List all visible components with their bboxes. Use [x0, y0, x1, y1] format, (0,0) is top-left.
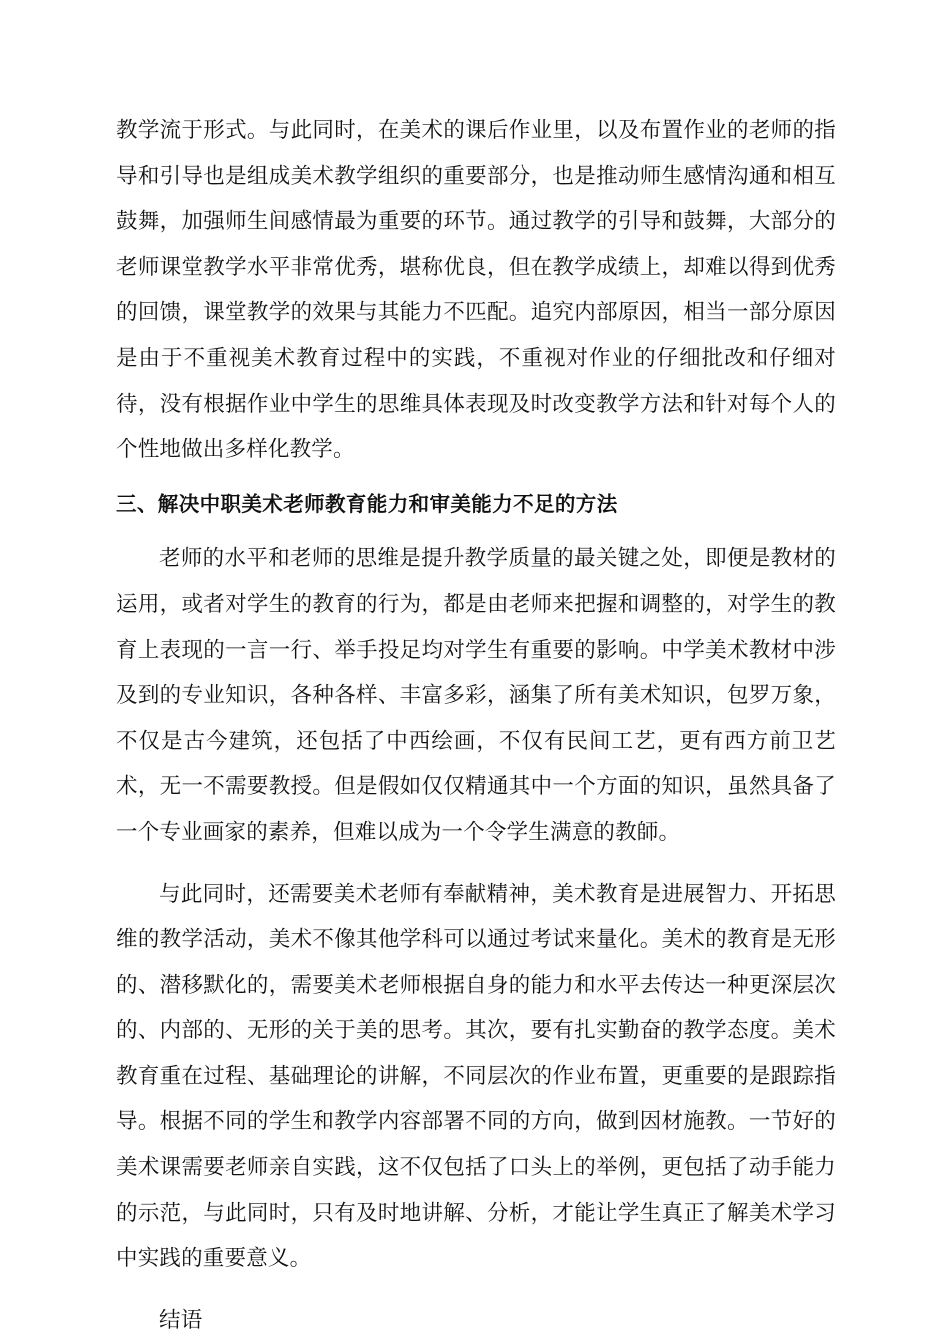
paragraph-dedication: 与此同时，还需要美术老师有奉献精神，美术教育是进展智力、开拓思维的教学活动，美术不像其他学科可以通过考试来量化。美术的教育是无形的、潜移默化的，需要美术老师根据自身的能力和水平去传达一种更深层次的、内部的、无形的关于美的思考。其次，要有扎实勤奋的教学态度。美术教育重在过程、基础理论的讲解，不同层次的作业布置，更重要的是跟踪指导。根据不同的学生和教学内容部署不同的方向，做到因材施教。一节好的美术课需要老师亲自实践，这不仅包括了口头上的举例，更包括了动手能力的示范，与此同时，只有及时地讲解、分析，才能让学生真正了解美术学习中实践的重要意义。 [116, 881, 836, 1272]
spacer [116, 856, 836, 872]
spacer [116, 473, 836, 482]
section-heading: 三、解决中职美术老师教育能力和审美能力不足的方法 [116, 491, 618, 516]
paragraph-teacher-level: 老师的水平和老师的思维是提升教学质量的最关键之处，即便是教材的运用，或者对学生的教育的行为，都是由老师来把握和调整的，对学生的教育上表现的一言一行、举手投足均对学生有重要的影响。中学美术教材中涉及到的专业知识，各种各样、丰富多彩，涵集了所有美术知识，包罗万象，不仅是古今建筑，还包括了中西绘画，不仅有民间工艺，更有西方前卫艺术，无一不需要教授。但是假如仅仅精通其中一个方面的知识，虽然具备了一个专业画家的素养，但难以成为一个令学生满意的教師。 [116, 546, 836, 845]
spacer [116, 1282, 836, 1298]
spacer [116, 527, 836, 536]
conclusion-label: 结语 [159, 1307, 203, 1333]
document-body [116, 108, 836, 1343]
paragraph-continued: 教学流于形式。与此同时，在美术的课后作业里，以及布置作业的老师的指导和引导也是组成美术教学组织的重要部分，也是推动师生感情沟通和相互鼓舞，加强师生间感情最为重要的环节。通过教学的引导和鼓舞，大部分的老师课堂教学水平非常优秀，堪称优良，但在教学成绩上，却难以得到优秀的回馈，课堂教学的效果与其能力不匹配。追究内部原因，相当一部分原因是由于不重视美术教育过程中的实践，不重视对作业的仔细批改和仔细对待，没有根据作业中学生的思维具体表现及时改变教学方法和针对每个人的个性地做出多样化教学。 [116, 118, 836, 463]
